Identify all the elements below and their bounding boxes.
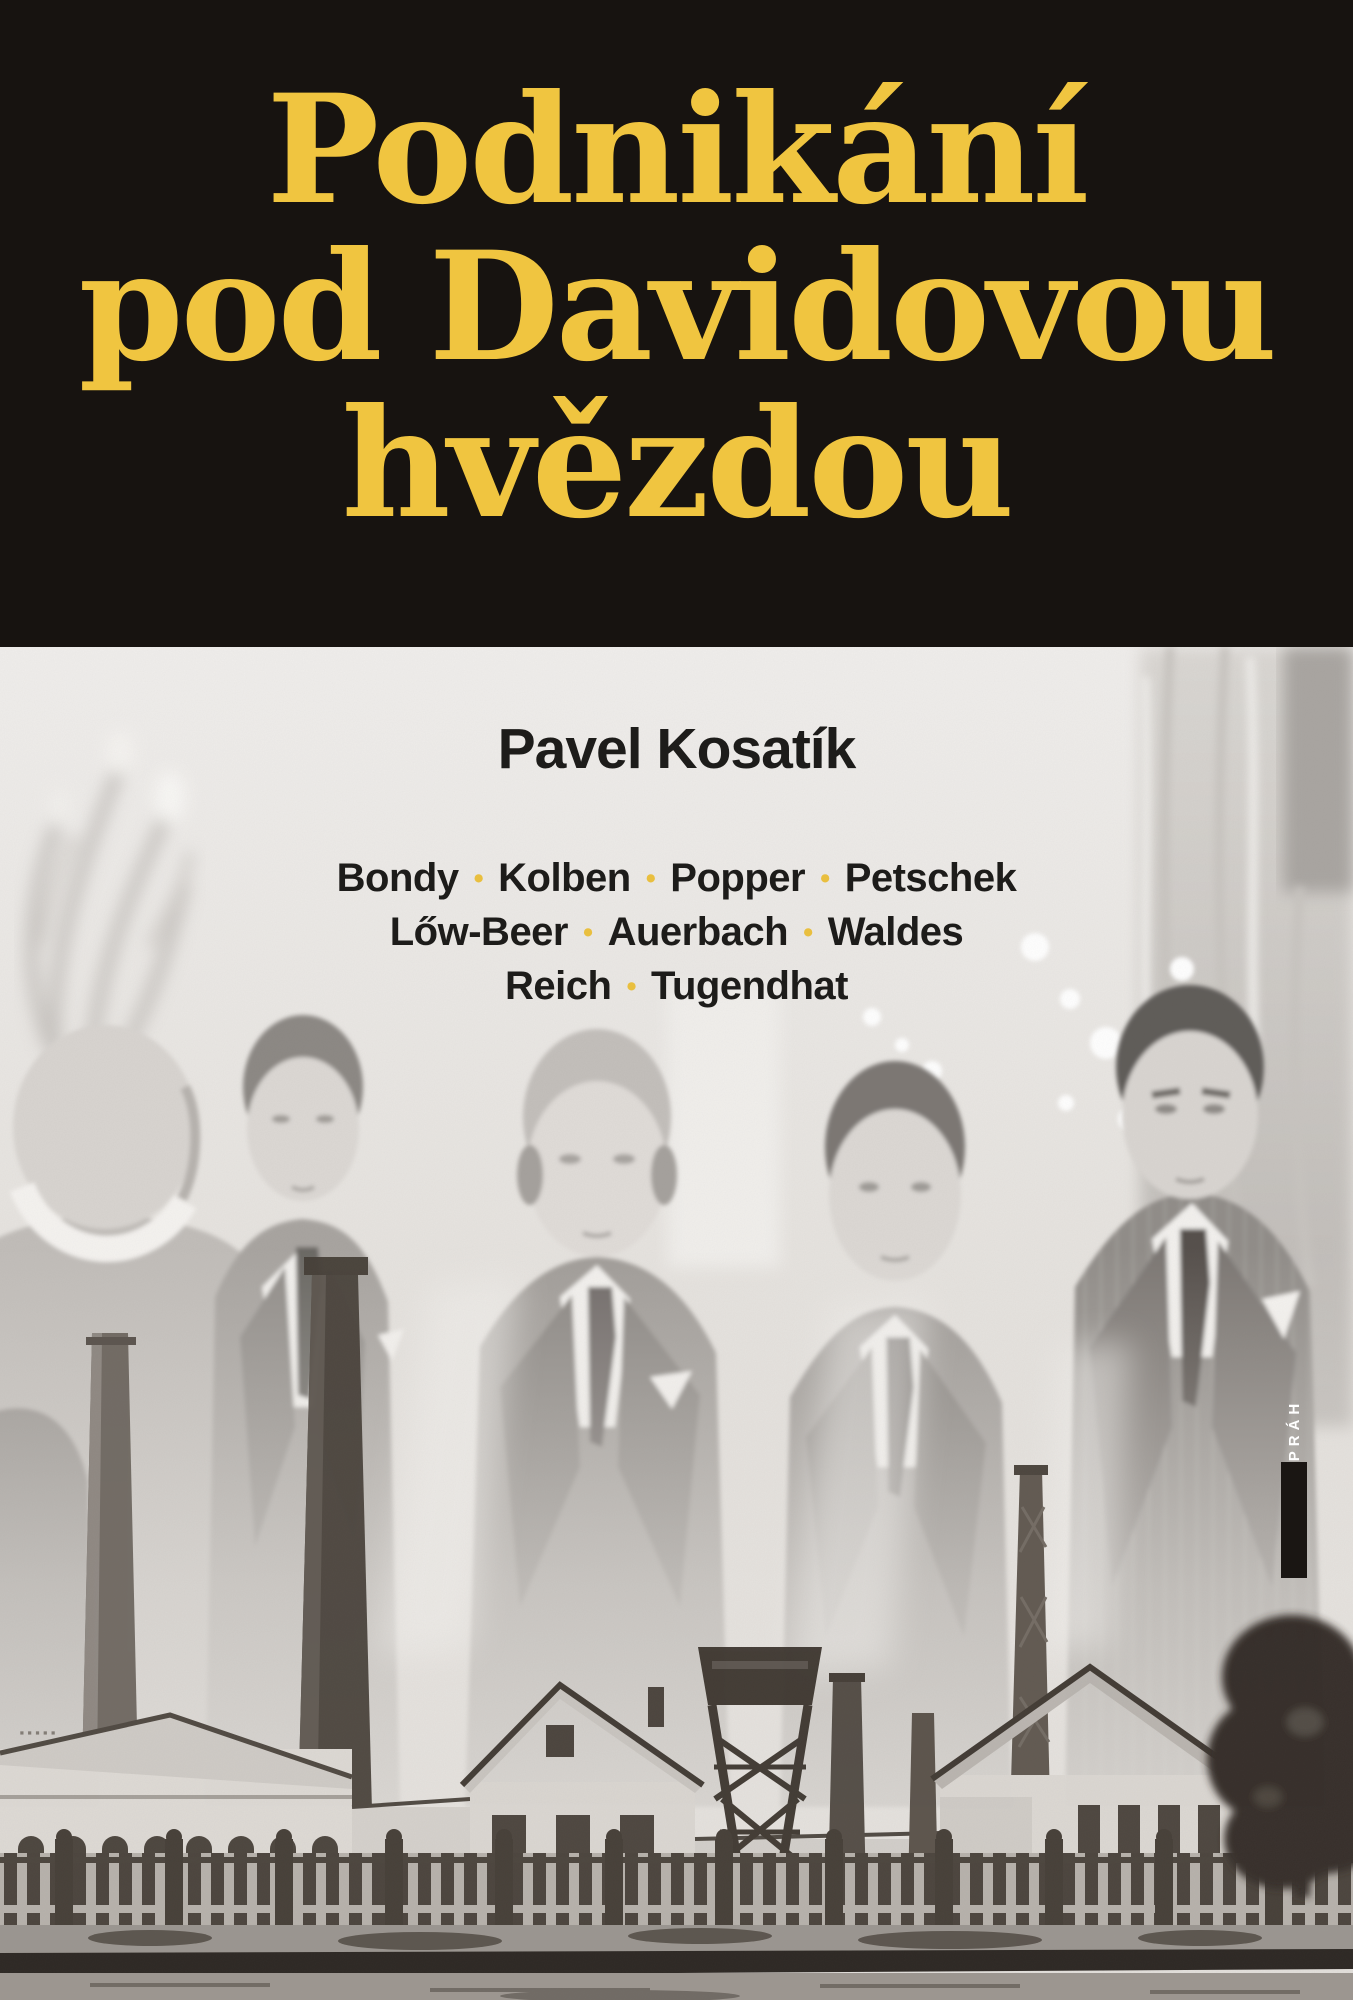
surname: Waldes	[827, 910, 964, 954]
surname-row-2	[0, 906, 1353, 960]
publisher-logo-text: PRÁH	[1286, 1398, 1303, 1462]
surname-list	[0, 852, 1353, 1014]
title-line-2: pod Davidovou	[78, 219, 1275, 395]
bullet-separator-icon: •	[473, 863, 484, 895]
author-name: Pavel Kosatík	[497, 717, 856, 781]
title-line-1: Podnikání	[266, 62, 1087, 238]
bullet-separator-icon: •	[820, 863, 830, 895]
publisher-logo	[1281, 1398, 1307, 1578]
bullet-separator-icon: •	[803, 917, 813, 949]
title-band	[0, 0, 1353, 647]
surname-row-1	[0, 852, 1353, 906]
surname: Auerbach	[607, 910, 789, 954]
surname: Lőw-Beer	[389, 910, 568, 954]
bullet-separator-icon: •	[583, 917, 593, 949]
surname: Tugendhat	[651, 964, 848, 1008]
surname: Petschek	[844, 856, 1017, 900]
surname: Popper	[670, 856, 806, 900]
bullet-separator-icon: •	[626, 971, 637, 1003]
title-line-3: hvězdou	[341, 376, 1012, 552]
book-title	[0, 62, 1353, 552]
surname: Reich	[505, 964, 612, 1008]
surname: Kolben	[498, 856, 631, 900]
film-grain	[0, 647, 1353, 2000]
surname: Bondy	[336, 856, 459, 900]
cover-photo	[0, 647, 1353, 2000]
surname-row-3	[0, 960, 1353, 1014]
bullet-separator-icon: •	[645, 863, 656, 895]
